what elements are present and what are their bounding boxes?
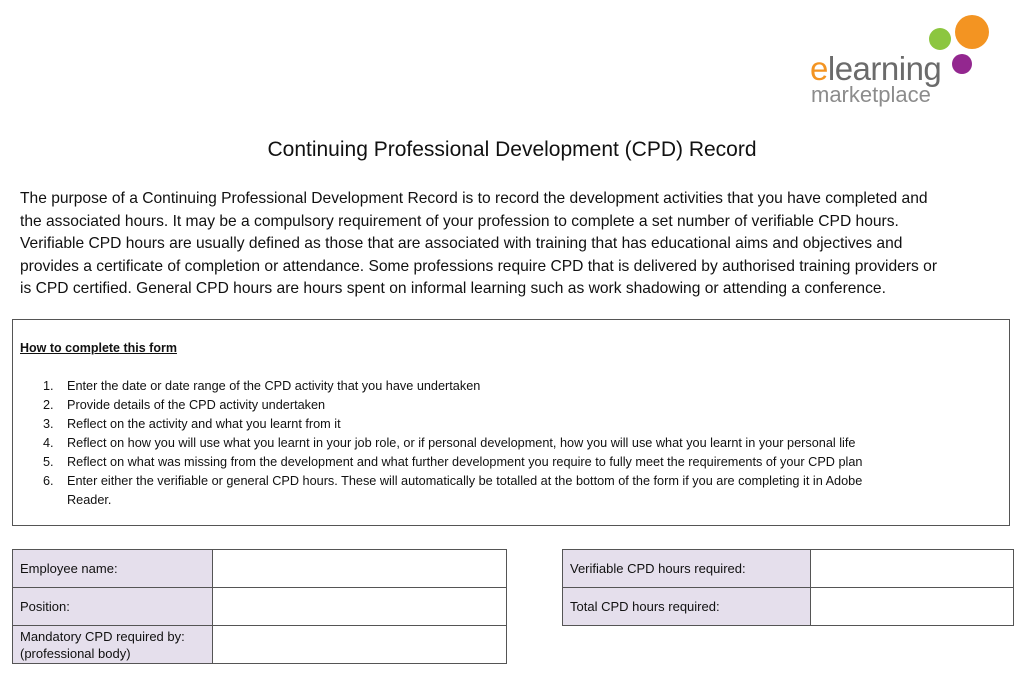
mandatory-cpd-label: Mandatory CPD required by: (professional body) [13,626,213,664]
mandatory-cpd-field[interactable] [213,626,507,664]
instructions-box [12,319,1010,526]
verifiable-hours-label: Verifiable CPD hours required: [563,550,811,588]
position-field[interactable] [213,588,507,626]
intro-line: The purpose of a Continuing Professional Development Record is to record the development activities that you have completed and [20,190,928,207]
intro-line: is CPD certified. General CPD hours are hours spent on informal learning such as work shadowing or attending a conference. [20,280,886,297]
employee-name-field[interactable] [213,550,507,588]
employee-name-label: Employee name: [13,550,213,588]
elearning-marketplace-logo [806,10,1006,106]
cpd-hours-table [562,549,1014,626]
intro-line: provides a certificate of completion or attendance. Some professions require CPD that is delivered by authorised training providers or [20,257,938,275]
verifiable-hours-field[interactable] [811,550,1014,588]
instruction-step: 1. Enter the date or date range of the CPD activity that you have undertaken [43,379,481,393]
instruction-step: 5. Reflect on what was missing from the development and what further development you require to fully meet the requirements of your CPD plan [43,455,863,469]
employee-details-table [12,549,507,664]
intro-line: Verifiable CPD hours are usually defined as those that are associated with training that has educational aims and objectives and [20,235,903,252]
instruction-step: 6. Enter either the verifiable or general CPD hours. These will automatically be totalled at the bottom of the form if you are completing it in Adobe Reader. [43,474,863,507]
instructions-heading: How to complete this form [20,341,177,355]
logo-wordmark-marketplace: marketplace [811,82,931,107]
page-title: Continuing Professional Development (CPD) Record [267,138,757,161]
total-hours-field[interactable] [811,588,1014,626]
total-hours-label: Total CPD hours required: [563,588,811,626]
intro-line: the associated hours. It may be a compulsory requirement of your profession to complete a set number of verifiable CPD hours. [20,212,899,230]
logo-wordmark-elearning: elearning [810,50,942,87]
instruction-step: 3. Reflect on the activity and what you learnt from it [43,417,341,431]
instruction-steps [13,377,1003,510]
position-label: Position: [13,588,213,626]
intro-paragraph [20,188,1010,301]
instruction-step: 4. Reflect on how you will use what you learnt in your job role, or if personal development, how you will use what you learnt in your personal life [43,436,856,450]
instruction-step: 2. Provide details of the CPD activity undertaken [43,398,326,412]
